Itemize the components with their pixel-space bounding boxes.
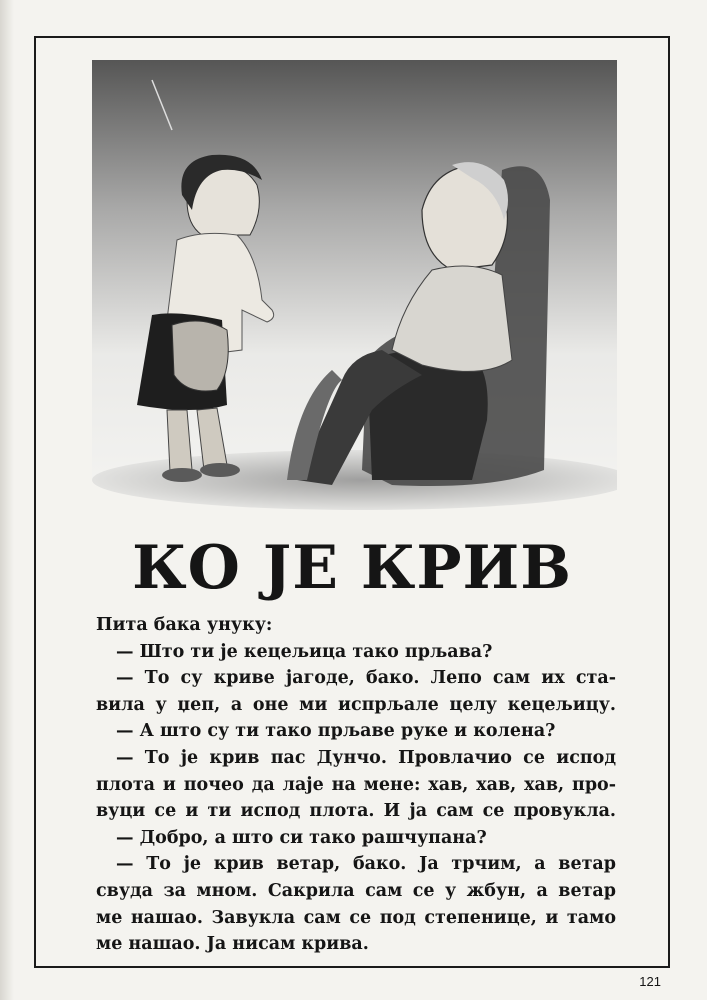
text-line: плота и почео да лаје на мене: хав, хав, хав, про-	[96, 774, 616, 795]
text-line: — То су криве јагоде, бако. Лепо сам их ста-	[116, 668, 616, 689]
story-text	[96, 612, 616, 958]
text-line: — То је крив ветар, бако. Ја трчим, а ветар	[116, 854, 616, 875]
page-edge	[0, 0, 14, 1000]
text-line: — Што ти је кецељица тако прљава?	[116, 641, 493, 662]
text-line: свуда за мном. Сакрила сам се у жбун, а ветар	[96, 880, 616, 901]
story-title: КО ЈЕ КРИВ	[132, 533, 572, 603]
text-line: вила у џеп, а оне ми испрљале целу кецељицу.	[96, 694, 616, 715]
page-number: 121	[639, 974, 661, 989]
illustration-grandmother-and-child	[92, 60, 617, 510]
text-line: ме нашао. Завукла сам се под степенице, и тамо	[96, 907, 616, 928]
text-line: — То је крив пас Дунчо. Провлачио се испод	[116, 747, 616, 768]
text-line: вуци се и ти испод плота. И ја сам се провукла.	[96, 801, 616, 822]
text-line: Пита бака унуку:	[96, 615, 273, 635]
text-line: — А што су ти тако прљаве руке и колена?	[116, 721, 556, 742]
text-line: — Добро, а што си тако рашчупана?	[116, 827, 487, 848]
text-line: ме нашао. Ја нисам крива.	[96, 934, 369, 955]
